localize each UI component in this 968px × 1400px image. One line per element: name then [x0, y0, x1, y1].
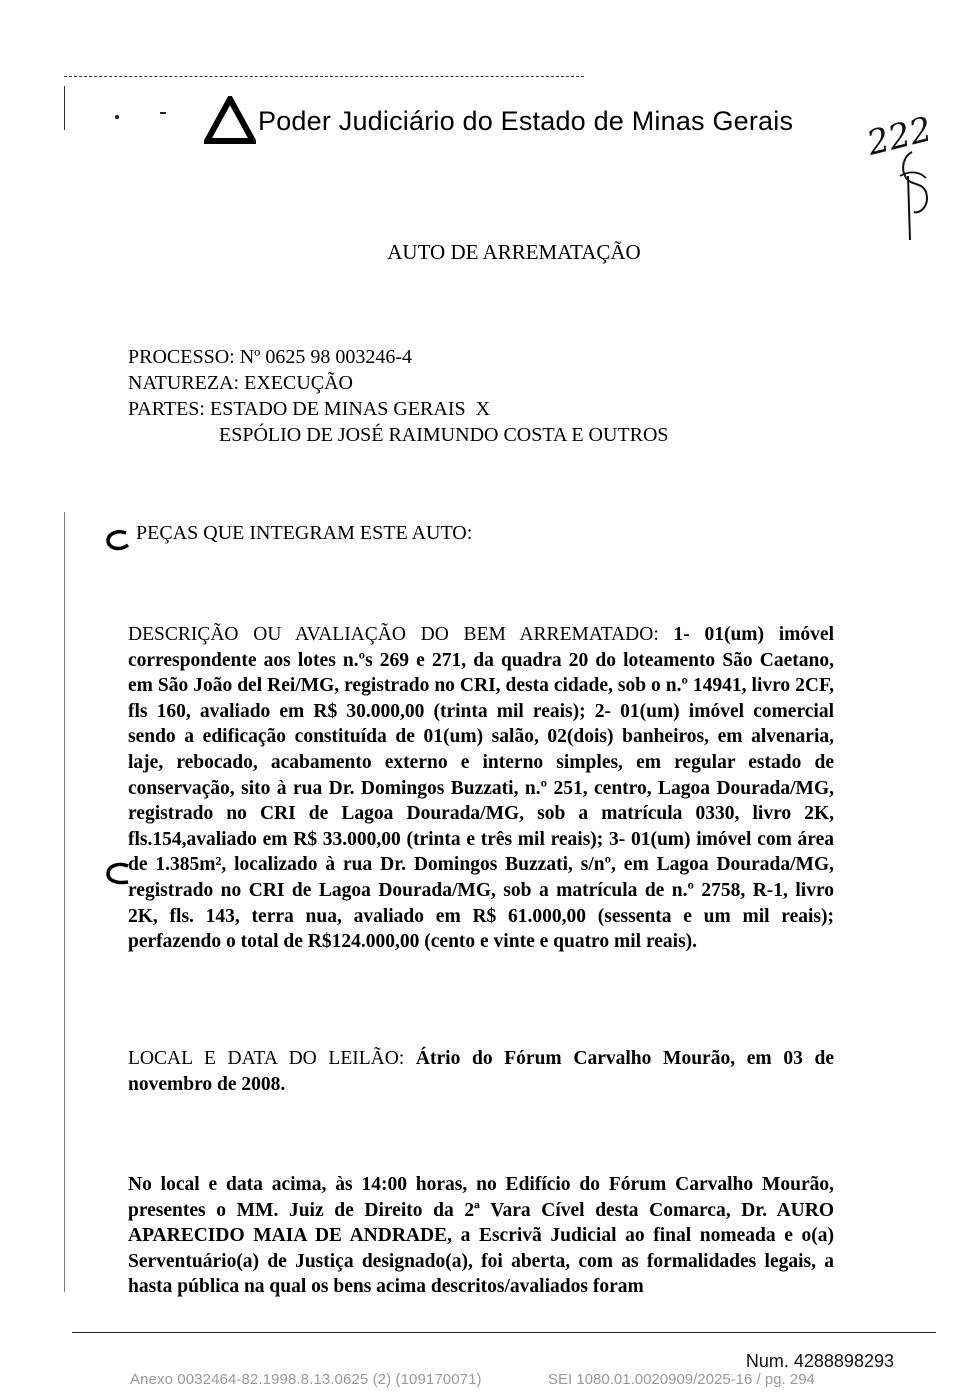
footer-sei: SEI 1080.01.0020909/2025-16 / pg. 294: [548, 1371, 815, 1388]
local-label: LOCAL E DATA DO LEILÃO:: [128, 1048, 405, 1069]
document-title: AUTO DE ARREMATAÇÃO: [387, 240, 641, 264]
scan-speck: [115, 115, 119, 119]
no-local-paragraph: No local e data acima, às 14:00 horas, no Edifício do Fórum Carvalho Mourão, presentes o MM. Juiz de Direito da 2ª Vara Cível desta Comarca, Dr. AURO APARECIDO MAIA DE ANDRADE, a Escrivã Judicial ao final nomeada e o(a) Serventuário(a) de Justiça designado(a), foi aberta, com as formalidades legais, a hasta pública na qual os bens acima descritos/avaliados foram: [128, 1174, 834, 1298]
descricao-label: DESCRIÇÃO OU AVALIAÇÃO DO BEM ARREMATADO:: [128, 624, 659, 645]
pecas-heading: PEÇAS QUE INTEGRAM ESTE AUTO:: [136, 522, 473, 544]
partes-line-2: ESPÓLIO DE JOSÉ RAIMUNDO COSTA E OUTROS: [219, 424, 669, 446]
scan-speck: [160, 112, 166, 114]
handwritten-page-number: [860, 102, 940, 242]
partes-line: PARTES: ESTADO DE MINAS GERAIS X: [128, 398, 491, 420]
natureza-line: NATUREZA: EXECUÇÃO: [128, 372, 353, 394]
footer-document-number: Num. 4288898293: [745, 1351, 894, 1371]
bottom-border-line: [72, 1332, 936, 1333]
local-text: Átrio do Fórum Carvalho Mourão, em 03 de novembro de 2008.: [128, 1048, 835, 1095]
descricao-paragraph: [128, 622, 834, 955]
punch-hole-mark: [104, 527, 134, 553]
top-border-line: [64, 76, 584, 77]
svg-text:222: 222: [863, 109, 936, 164]
footer-annex: Anexo 0032464-82.1998.8.13.0625 (2) (109170071): [130, 1371, 482, 1388]
local-paragraph: [128, 1046, 834, 1097]
punch-hole-mark: [104, 860, 134, 888]
left-margin-mark: [64, 512, 65, 1292]
processo-line: PROCESSO: Nº 0625 98 003246-4: [128, 346, 413, 368]
descricao-text: 1- 01(um) imóvel correspondente aos lotes n.ºs 269 e 271, da quadra 20 do loteamento São Caetano, em São João del Rei/MG, registrado no CRI, desta cidade, sob o n.º 14941, livro 2CF, fls 160, avaliado em R$ 30.000,00 (trinta mil reais); 2- 01(um) imóvel comercial sendo a edificação constituída de 01(um) salão, 02(dois) banheiros, em alvenaria, laje, rebocado, acabamento externo e interno simples, em regular estado de conservação, sito à rua Dr. Domingos Buzzati, n.º 251, centro, Lagoa Dourada/MG, registrado no CRI de Lagoa Dourada/MG, sob a matrícula 0330, livro 2K, fls.154,avaliado em R$ 33.000,00 (trinta e três mil reais); 3- 01(um) imóvel com área de 1.385m², localizado à rua Dr. Domingos Buzzati, s/nº, em Lagoa Dourada/MG, registrado no CRI de Lagoa Dourada/MG, sob a matrícula de n.º 2758, R-1, livro 2K, fls. 143, terra nua, avaliado em R$ 61.000,00 (sessenta e um mil reais); perfazendo o total de R$124.000,00 (cento e vinte e quatro mil reais).: [128, 624, 834, 953]
triangle-logo-icon: [204, 96, 256, 144]
court-header-title: Poder Judiciário do Estado de Minas Gerais: [258, 106, 794, 136]
left-margin-mark: [64, 86, 65, 130]
